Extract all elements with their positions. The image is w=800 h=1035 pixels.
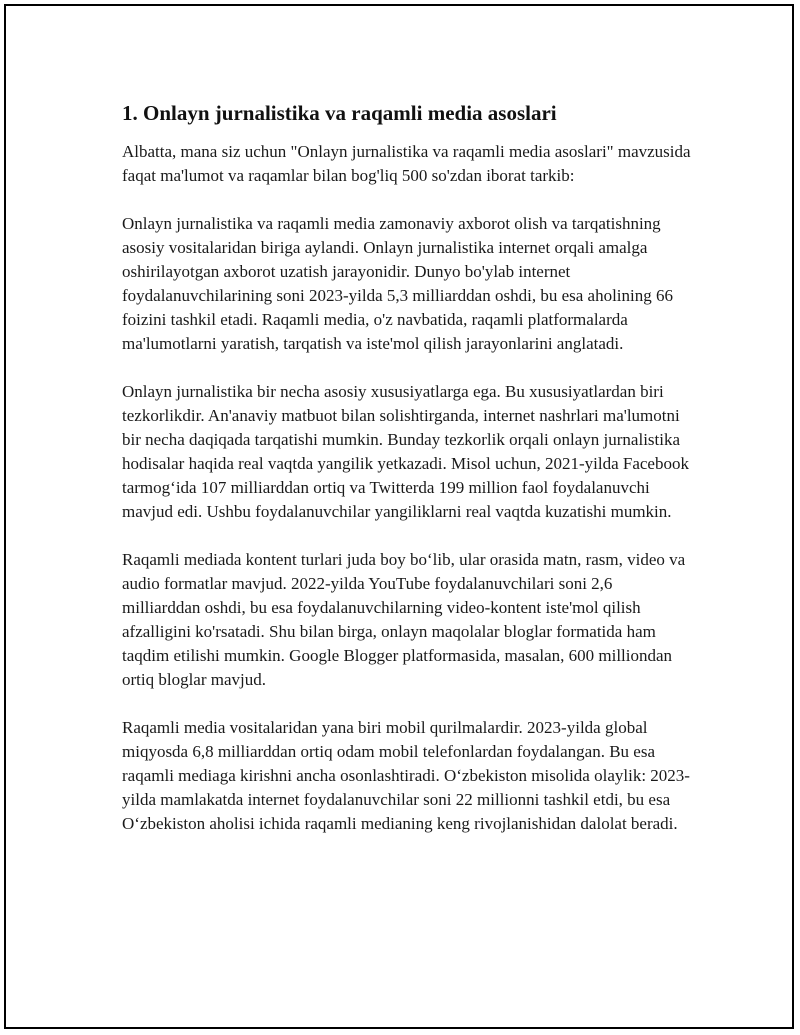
- paragraph-intro: Albatta, mana siz uchun "Onlayn jurnalistika va raqamli media asoslari" mavzusida faqat ma'lumot va raqamlar bilan bog'liq 500 so'zdan iborat tarkib:: [122, 142, 691, 185]
- paragraph-definition: Onlayn jurnalistika va raqamli media zamonaviy axborot olish va tarqatishning asosiy vositalaridan biriga aylandi. Onlayn jurnalistika internet orqali amalga oshirilayotgan axborot uzatish jarayonidir. Dunyo bo'ylab internet foydalanuvchilarining soni 2023-yilda 5,3 milliarddan oshdi, bu esa aholining 66 foizini tashkil etadi. Raqamli media, o'z navbatida, raqamli platformalarda ma'lumotlarni yaratish, tarqatish va iste'mol qilish jarayonlarini anglatadi.: [122, 214, 673, 353]
- paragraph-content-types: Raqamli mediada kontent turlari juda boy bo‘lib, ular orasida matn, rasm, video va audio formatlar mavjud. 2022-yilda YouTube foydalanuvchilari soni 2,6 milliarddan oshdi, bu esa foydalanuvchilarning video-kontent iste'mol qilish afzalligini ko'rsatadi. Shu bilan birga, onlayn maqolalar bloglar formatida ham taqdim etilishi mumkin. Google Blogger platformasida, masalan, 600 milliondan ortiq bloglar mavjud.: [122, 550, 686, 689]
- section-title: 1. Onlayn jurnalistika va raqamli media asoslari: [122, 101, 557, 125]
- paragraph-mobile: Raqamli media vositalaridan yana biri mobil qurilmalardir. 2023-yilda global miqyosda 6,8 milliarddan ortiq odam mobil telefonlardan foydalangan. Bu esa raqamli mediaga kirishni ancha osonlashtiradi. O‘zbekiston misolida olaylik: 2023-yilda mamlakatda internet foydalanuvchilar soni 22 millionni tashkil etdi, bu esa O‘zbekiston aholisi ichida raqamli medianing keng rivojlanishidan dalolat beradi.: [122, 718, 690, 833]
- paragraph-features: Onlayn jurnalistika bir necha asosiy xususiyatlarga ega. Bu xususiyatlardan biri tezkorlikdir. An'anaviy matbuot bilan solishtirganda, internet nashrlari ma'lumotni bir necha daqiqada tarqatishi mumkin. Bunday tezkorlik orqali onlayn jurnalistika hodisalar haqida real vaqtda yangilik yetkazadi. Misol uchun, 2021-yilda Facebook tarmog‘ida 107 milliarddan ortiq va Twitterda 199 million faol foydalanuvchi mavjud edi. Ushbu foydalanuvchilar yangiliklarni real vaqtda kuzatishi mumkin.: [122, 382, 689, 521]
- document-body: [122, 100, 692, 860]
- document-page: [4, 4, 794, 1029]
